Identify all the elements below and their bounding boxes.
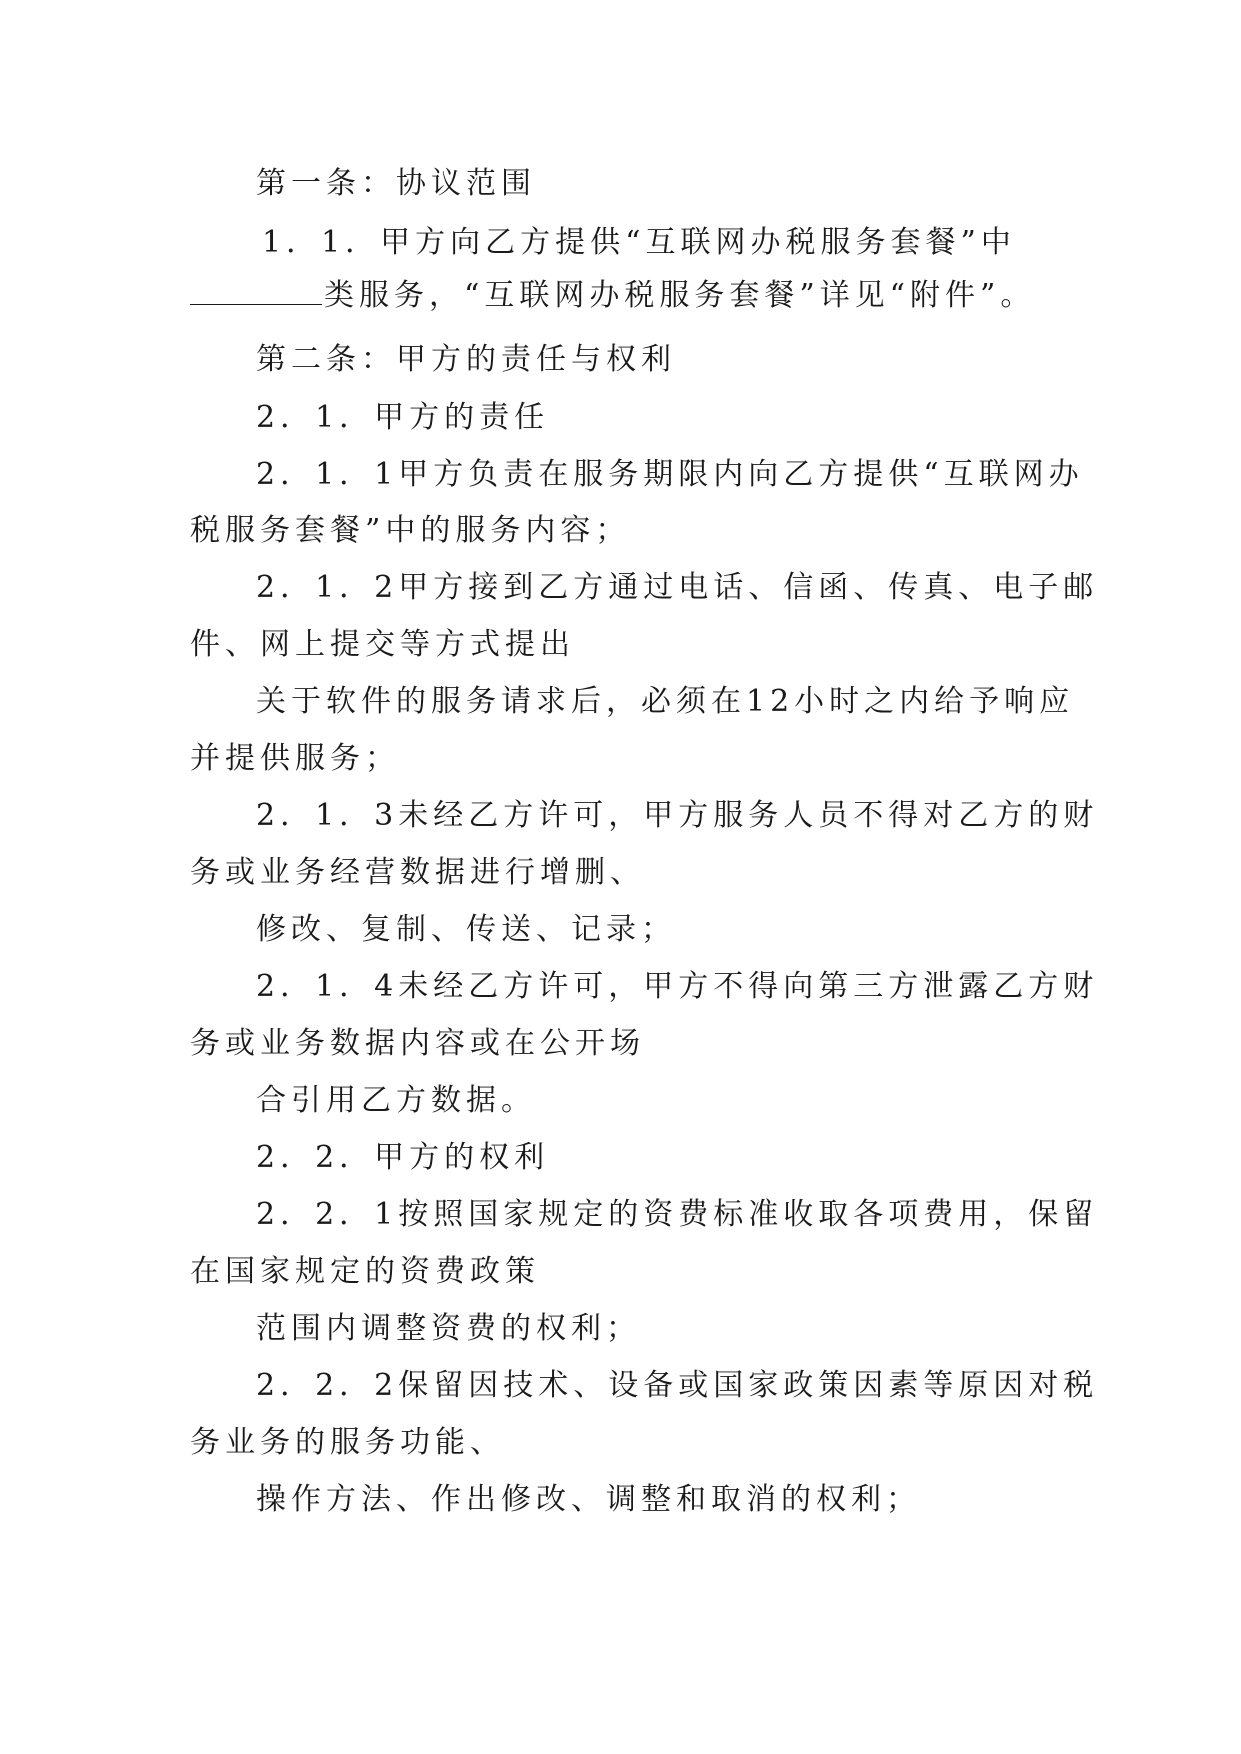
clause-1-1-line-1: 1．1．甲方向乙方提供“互联网办税服务套餐”中 [262,225,1016,260]
clause-2-1-3-line-2: 务或业务经营数据进行增删、 [190,855,645,890]
clause-2-1-4-line-1: 2．1．4未经乙方许可，甲方不得向第三方泄露乙方财 [256,969,1099,1004]
clause-2-1-2-line-4: 并提供服务； [190,741,400,776]
clause-2-1-2-line-1: 2．1．2甲方接到乙方通过电话、信函、传真、电子邮 [256,570,1099,605]
clause-2-1-3-line-1: 2．1．3未经乙方许可，甲方服务人员不得对乙方的财 [256,798,1099,833]
clause-2-2-1-line-2: 在国家规定的资费政策 [190,1254,540,1289]
clause-1-1-line-2 [190,276,1070,316]
section-2-2-heading: 2．2．甲方的权利 [256,1140,550,1175]
clause-2-1-1-line-2: 税服务套餐”中的服务内容； [190,513,631,548]
clause-2-2-2-line-2: 务业务的服务功能、 [190,1425,505,1460]
clause-2-1-4-line-3: 合引用乙方数据。 [256,1083,536,1118]
clause-2-1-2-line-2: 件、网上提交等方式提出 [190,627,575,662]
clause-2-1-4-line-2: 务或业务数据内容或在公开场 [190,1026,645,1061]
section-2-1-heading: 2．1．甲方的责任 [256,400,550,435]
clause-2-1-2-line-3: 关于软件的服务请求后，必须在12小时之内给予响应 [256,684,1075,719]
clause-1-1-text: 类服务，“互联网办税服务套餐”详见“附件”。 [324,278,1036,313]
clause-2-2-2-line-3: 操作方法、作出修改、调整和取消的权利； [256,1482,921,1517]
article-2-heading: 第二条：甲方的责任与权利 [256,342,676,377]
fill-in-blank [190,278,322,305]
clause-2-2-1-line-1: 2．2．1按照国家规定的资费标准收取各项费用，保留 [256,1197,1099,1232]
article-1-heading: 第一条：协议范围 [256,166,536,201]
clause-2-1-1-line-1: 2．1．1甲方负责在服务期限内向乙方提供“互联网办 [256,457,1084,492]
clause-2-2-2-line-1: 2．2．2保留因技术、设备或国家政策因素等原因对税 [256,1368,1099,1403]
clause-2-2-1-line-3: 范围内调整资费的权利； [256,1311,641,1346]
clause-2-1-3-line-3: 修改、复制、传送、记录； [256,912,676,947]
